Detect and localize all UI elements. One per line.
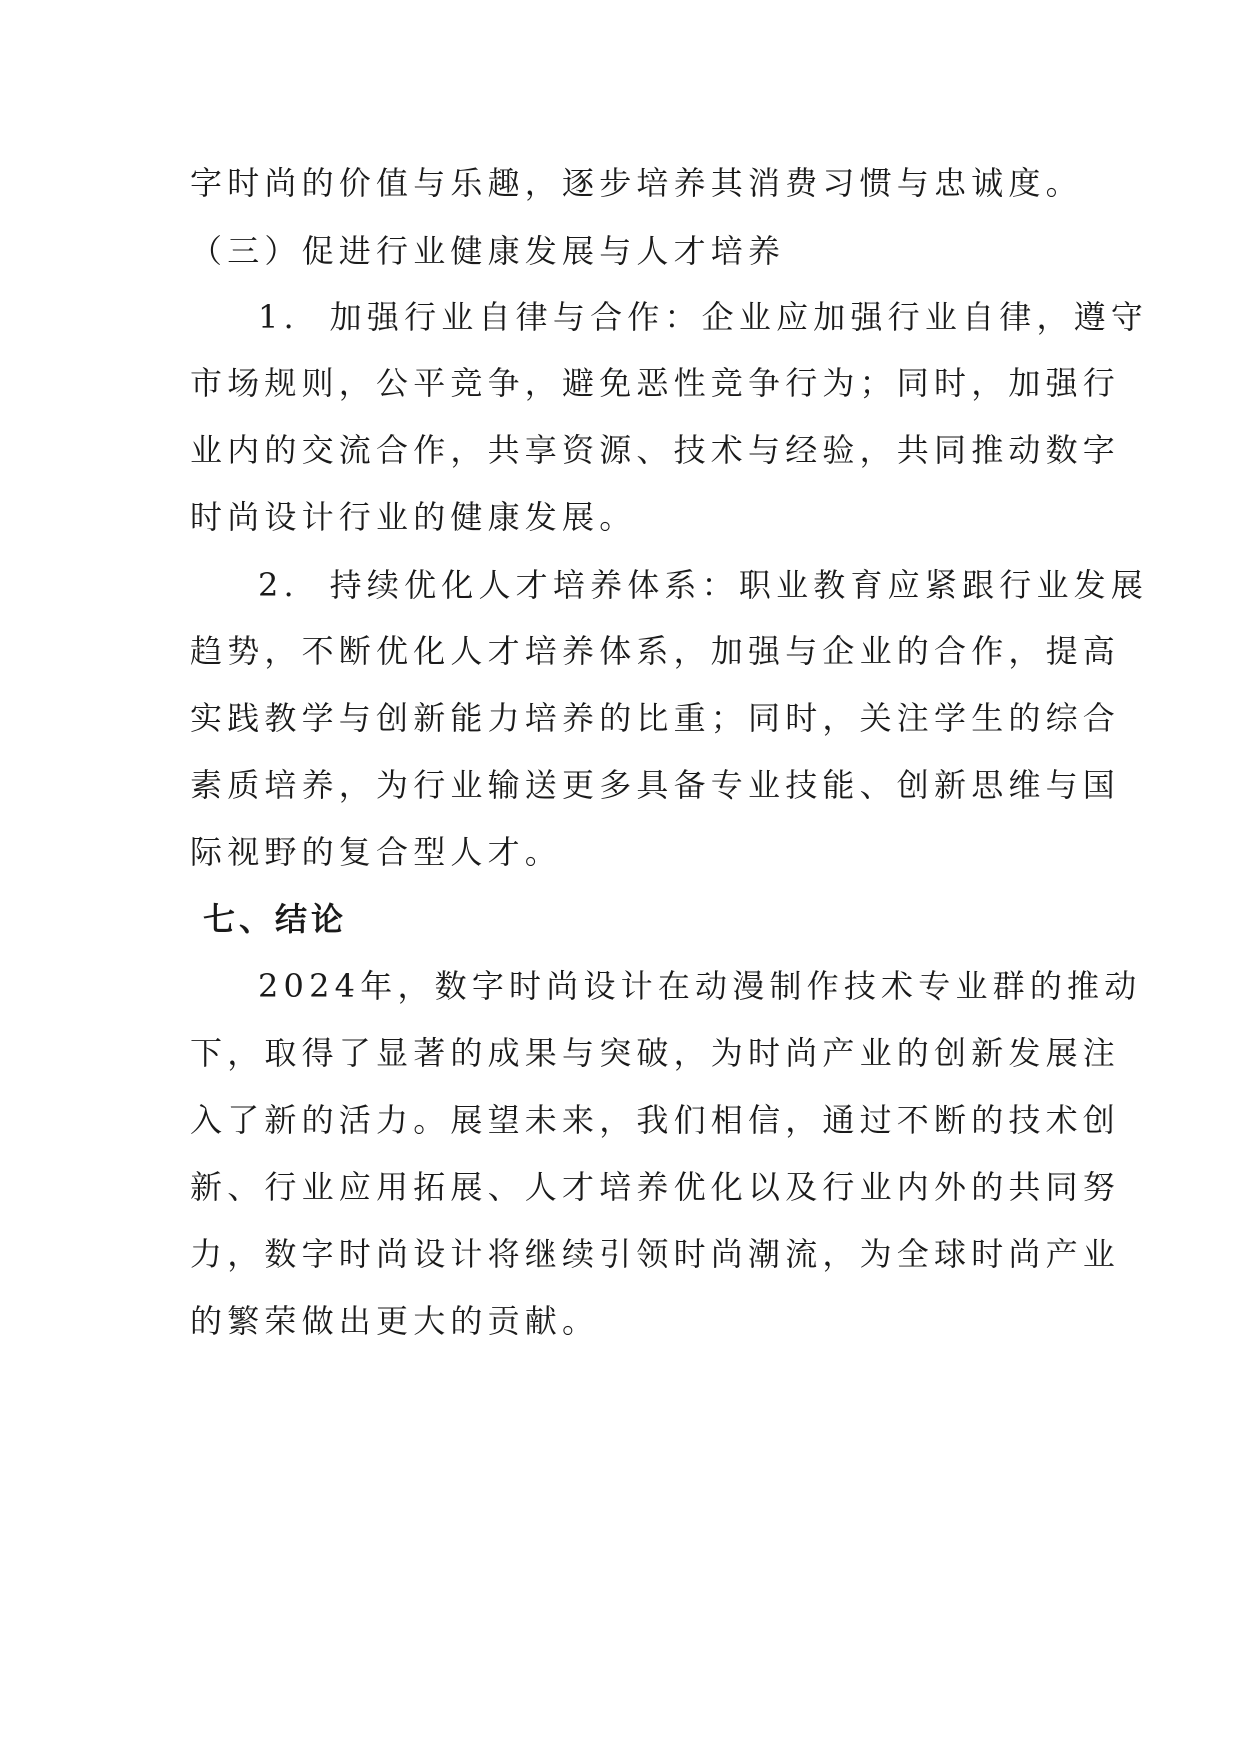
paragraph-line: 趋势，不断优化人才培养体系，加强与企业的合作，提高 [190,632,1121,670]
paragraph-line: 实践教学与创新能力培养的比重；同时，关注学生的综合 [190,699,1121,737]
paragraph-line: 时尚设计行业的健康发展。 [190,498,637,536]
paragraph-line: 的繁荣做出更大的贡献。 [190,1302,600,1340]
paragraph-line: 际视野的复合型人才。 [190,833,563,871]
paragraph-line: 下，取得了显著的成果与突破，为时尚产业的创新发展注 [190,1034,1121,1072]
list-item-1: 1. 加强行业自律与合作：企业应加强行业自律，遵守 [258,298,1149,336]
paragraph-line: 2024年，数字时尚设计在动漫制作技术专业群的推动 [258,967,1142,1005]
paragraph-line: 入了新的活力。展望未来，我们相信，通过不断的技术创 [190,1101,1121,1139]
paragraph-line: 市场规则，公平竞争，避免恶性竞争行为；同时，加强行 [190,364,1121,402]
paragraph-line: 字时尚的价值与乐趣，逐步培养其消费习惯与忠诚度。 [190,164,1083,202]
list-item-2: 2. 持续优化人才培养体系：职业教育应紧跟行业发展 [258,566,1149,604]
paragraph-line: 业内的交流合作，共享资源、技术与经验，共同推动数字 [190,431,1121,469]
paragraph-line: 素质培养，为行业输送更多具备专业技能、创新思维与国 [190,766,1121,804]
paragraph-line: 力，数字时尚设计将继续引领时尚潮流，为全球时尚产业 [190,1235,1121,1273]
section-heading: （三）促进行业健康发展与人才培养 [190,232,786,270]
paragraph-line: 新、行业应用拓展、人才培养优化以及行业内外的共同努 [190,1168,1121,1206]
chapter-heading: 七、结论 [203,900,348,938]
